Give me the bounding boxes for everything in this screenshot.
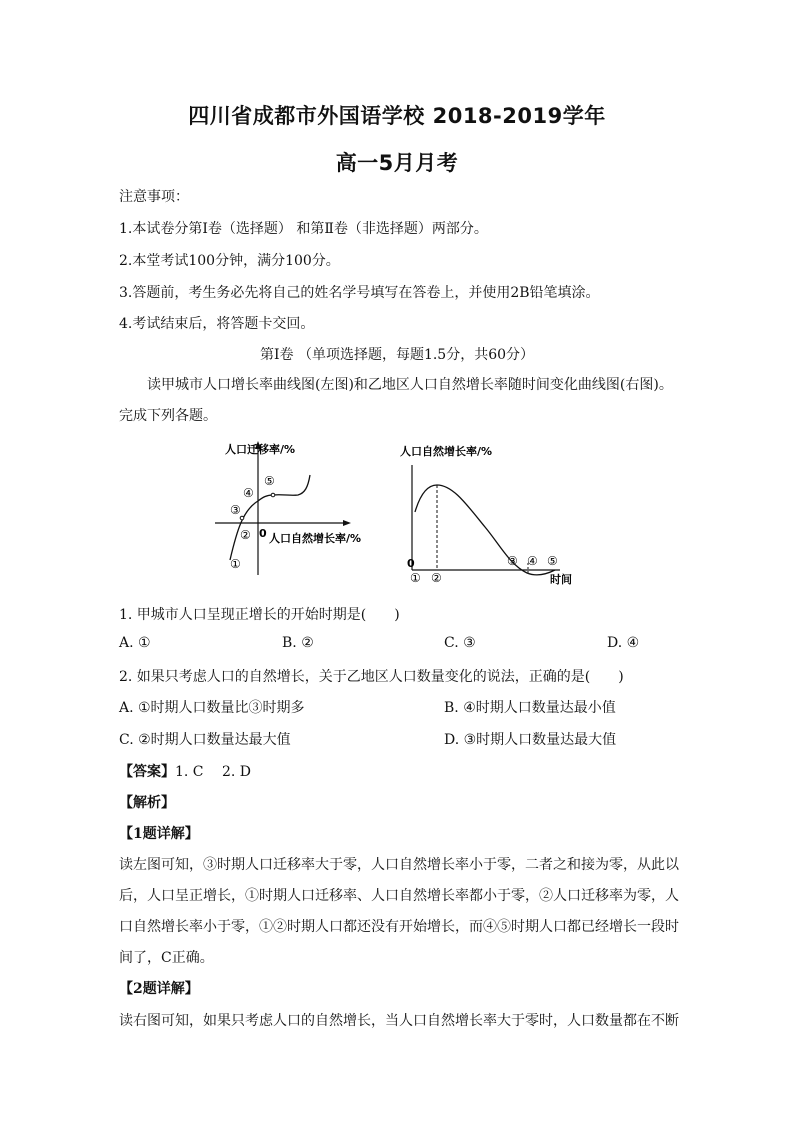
population-figure	[205, 435, 590, 595]
q1-analysis-text: 读左图可知，③时期人口迁移率大于零，人口自然增长率小于零，二者之和接为零，从此以	[119, 857, 679, 873]
q1-analysis-label: 【1题详解】	[119, 826, 199, 842]
q1-option-c: C. ③	[444, 635, 476, 651]
q1-analysis-text: 口自然增长率小于零，①②时期人口都还没有开始增长，而④⑤时期人口都已经增长一段时	[119, 919, 679, 935]
q1-option-b: B. ②	[282, 635, 314, 651]
notice-item: 2.本堂考试100分钟，满分100分。	[119, 253, 340, 269]
answer-line	[119, 761, 251, 781]
answer-text: 1. C 2. D	[175, 764, 252, 780]
q1-option-a: A. ①	[119, 635, 151, 651]
left-point-label: ①	[230, 557, 241, 571]
q2-option-c: C. ②时期人口数量达最大值	[119, 732, 291, 748]
notice-item: 1.本试卷分第Ⅰ卷（选择题） 和第Ⅱ卷（非选择题）两部分。	[119, 221, 488, 237]
right-chart	[400, 444, 572, 586]
q1-analysis-text: 间了，C正确。	[119, 950, 214, 966]
left-point-label: ③	[230, 503, 241, 517]
notice-item: 3.答题前，考生务必先将自己的姓名学号填写在答卷上，并使用2B铅笔填涂。	[119, 285, 600, 301]
exam-subtitle: 高一5月月考	[335, 151, 459, 175]
answer-label: 【答案】	[119, 764, 175, 780]
section-intro-cont: 完成下列各题。	[119, 408, 217, 424]
left-y-label: 人口迁移率/%	[225, 443, 296, 456]
q2-analysis-text: 读右图可知，如果只考虑人口的自然增长，当人口自然增长率大于零时，人口数量都在不断	[119, 1013, 679, 1029]
section-heading: 第Ⅰ卷 （单项选择题，每题1.5分，共60分）	[259, 347, 535, 363]
right-x-label: 时间	[550, 573, 572, 586]
right-point-label: ③	[507, 554, 518, 568]
right-point-label: ①	[410, 571, 421, 585]
q1-analysis-text: 后，人口呈正增长，①时期人口迁移率、人口自然增长率都小于零，②人口迁移率为零，人	[119, 888, 679, 904]
question-1-stem: 1. 甲城市人口呈现正增长的开始时期是( )	[119, 607, 400, 623]
right-point-label: ④	[527, 554, 538, 568]
q2-analysis-label: 【2题详解】	[119, 981, 199, 997]
left-point-label: ②	[240, 528, 251, 542]
q2-option-a: A. ①时期人口数量比③时期多	[119, 700, 305, 716]
analysis-label: 【解析】	[119, 795, 175, 811]
q2-option-b: B. ④时期人口数量达最小值	[444, 700, 616, 716]
right-point-label: ⑤	[547, 554, 558, 568]
q1-option-d: D. ④	[607, 635, 640, 651]
section-intro: 读甲城市人口增长率曲线图(左图)和乙地区人口自然增长率随时间变化曲线图(右图)。	[147, 377, 673, 393]
left-point-label: ④	[243, 486, 254, 500]
left-point-label: ⑤	[264, 474, 275, 488]
question-2-stem: 2. 如果只考虑人口的自然增长，关于乙地区人口数量变化的说法，正确的是( )	[119, 669, 624, 685]
notice-heading: 注意事项：	[119, 189, 189, 205]
left-x-arrow	[343, 520, 351, 526]
notice-item: 4.考试结束后，将答题卡交回。	[119, 316, 315, 332]
right-point-label: ②	[431, 571, 442, 585]
left-point-marker	[271, 493, 275, 497]
q2-option-d: D. ③时期人口数量达最大值	[444, 732, 617, 748]
right-y-label: 人口自然增长率/%	[400, 445, 493, 458]
right-origin: 0	[407, 557, 415, 570]
exam-title: 四川省成都市外国语学校 2018-2019学年	[188, 104, 606, 128]
left-origin: 0	[259, 527, 267, 540]
left-chart	[215, 441, 361, 575]
left-x-label: 人口自然增长率/%	[269, 532, 362, 545]
